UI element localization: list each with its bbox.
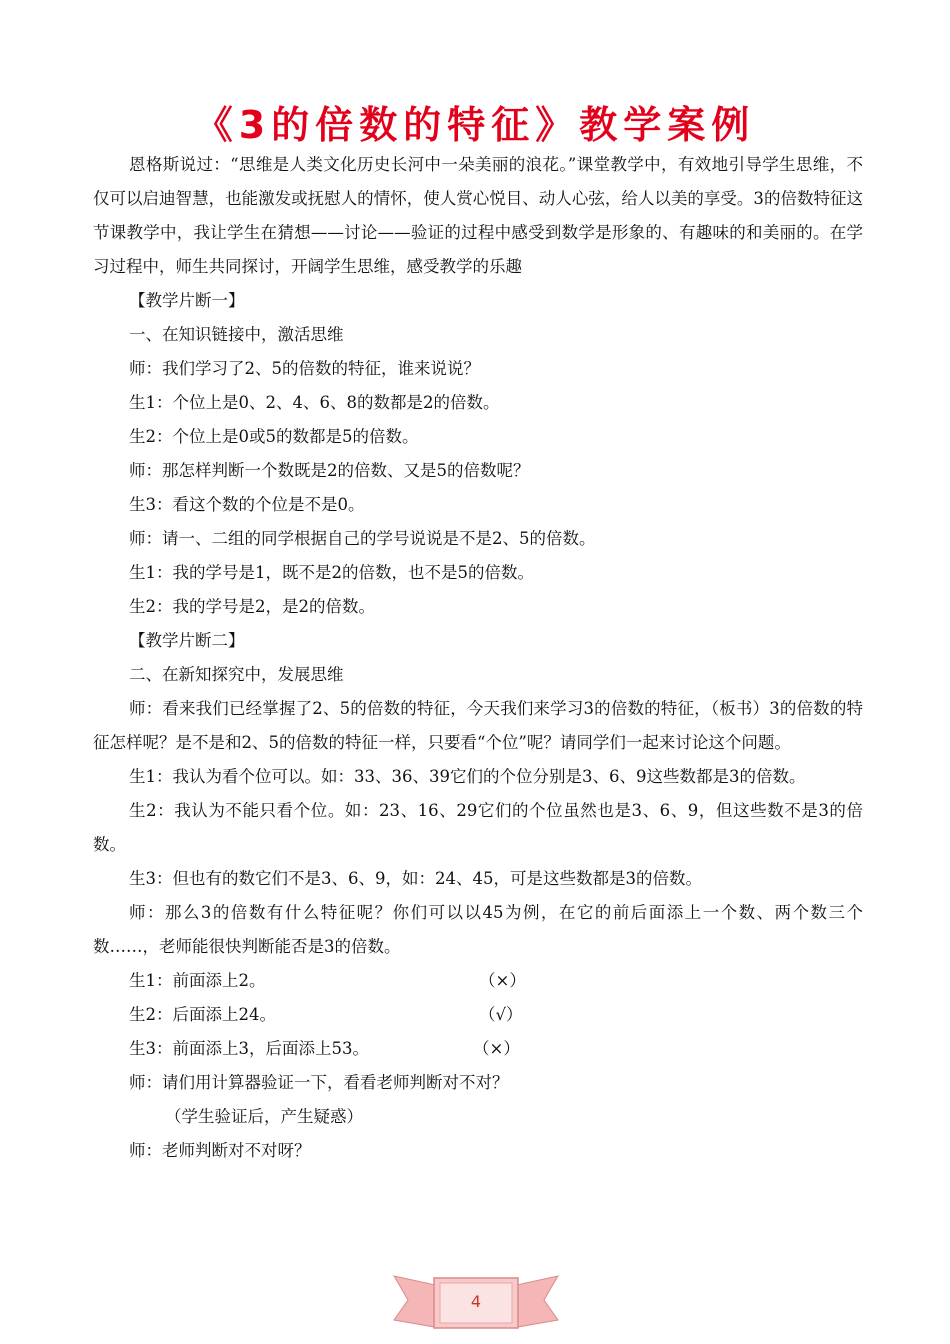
dialogue-line: 师：我们学习了2、5的倍数的特征，谁来说说？ [129,359,480,378]
dialogue-line: 师：请们用计算器验证一下，看看老师判断对不对？ [129,1073,509,1092]
answer-text: 生2：后面添上24。 [129,1005,276,1024]
dialogue-paragraph: 生1：我认为看个位可以。如：33、36、39它们的个位分别是3、6、9这些数都是3的倍数。 [129,767,806,786]
answer-row [93,1032,863,1066]
dialogue-line: 生3：看这个数的个位是不是0。 [129,495,365,514]
dialogue-line: 师：请一、二组的同学根据自己的学号说说是不是2、5的倍数。 [129,529,596,548]
section1-heading: 【教学片断一】 [129,291,245,310]
intro-paragraph: 恩格斯说过：“思维是人类文化历史长河中一朵美丽的浪花。”课堂教学中，有效地引导学生思维，不仅可以启迪智慧，也能激发或抚慰人的情怀，使人赏心悦目、动人心弦，给人以美的享受。3的倍数特征这节课教学中，我让学生在猜想——讨论——验证的过程中感受到数学是形象的、有趣味的和美丽的。在学习过程中，师生共同探讨，开阔学生思维，感受教学的乐趣 [93,155,863,276]
answer-text: 生1：前面添上2。 [129,971,266,990]
dialogue-line: 生1：我的学号是1，既不是2的倍数，也不是5的倍数。 [129,563,534,582]
answer-row [93,964,863,998]
document-body [93,148,863,1168]
answer-row [93,998,863,1032]
dialogue-line: 生2：我的学号是2，是2的倍数。 [129,597,375,616]
dialogue-paragraph: 师：那么3的倍数有什么特征呢？你们可以以45为例，在它的前后面添上一个数、两个数三个数……，老师能很快判断能否是3的倍数。 [93,903,863,956]
stage-note: （学生验证后，产生疑惑） [165,1107,363,1126]
document-title: 《3的倍数的特征》教学案例 [194,103,756,147]
answer-text: 生3：前面添上3，后面添上53。 [129,1039,369,1058]
dialogue-line: 师：老师判断对不对呀？ [129,1141,311,1160]
answer-mark: （×） [479,971,526,990]
dialogue-paragraph: 生3：但也有的数它们不是3、6、9，如：24、45，可是这些数都是3的倍数。 [129,869,702,888]
dialogue-line: 生1：个位上是0、2、4、6、8的数都是2的倍数。 [129,393,500,412]
dialogue-line: 师：那怎样判断一个数既是2的倍数、又是5的倍数呢？ [129,461,530,480]
page-number: 4 [470,1292,482,1311]
page-number-ribbon [392,1272,560,1336]
dialogue-line: 生2：个位上是0或5的数都是5的倍数。 [129,427,419,446]
dialogue-paragraph: 生2：我认为不能只看个位。如：23、16、29它们的个位虽然也是3、6、9，但这些数不是3的倍数。 [93,801,863,854]
answer-mark: （×） [473,1039,520,1058]
section1-subheading: 一、在知识链接中，激活思维 [129,325,344,344]
dialogue-paragraph: 师：看来我们已经掌握了2、5的倍数的特征，今天我们来学习3的倍数的特征，（板书）3的倍数的特征怎样呢？是不是和2、5的倍数的特征一样，只要看“个位”呢？请同学们一起来讨论这个问题。 [93,699,863,752]
section2-subheading: 二、在新知探究中，发展思维 [129,665,344,684]
answer-mark: （√） [479,1005,523,1024]
section2-heading: 【教学片断二】 [129,631,245,650]
